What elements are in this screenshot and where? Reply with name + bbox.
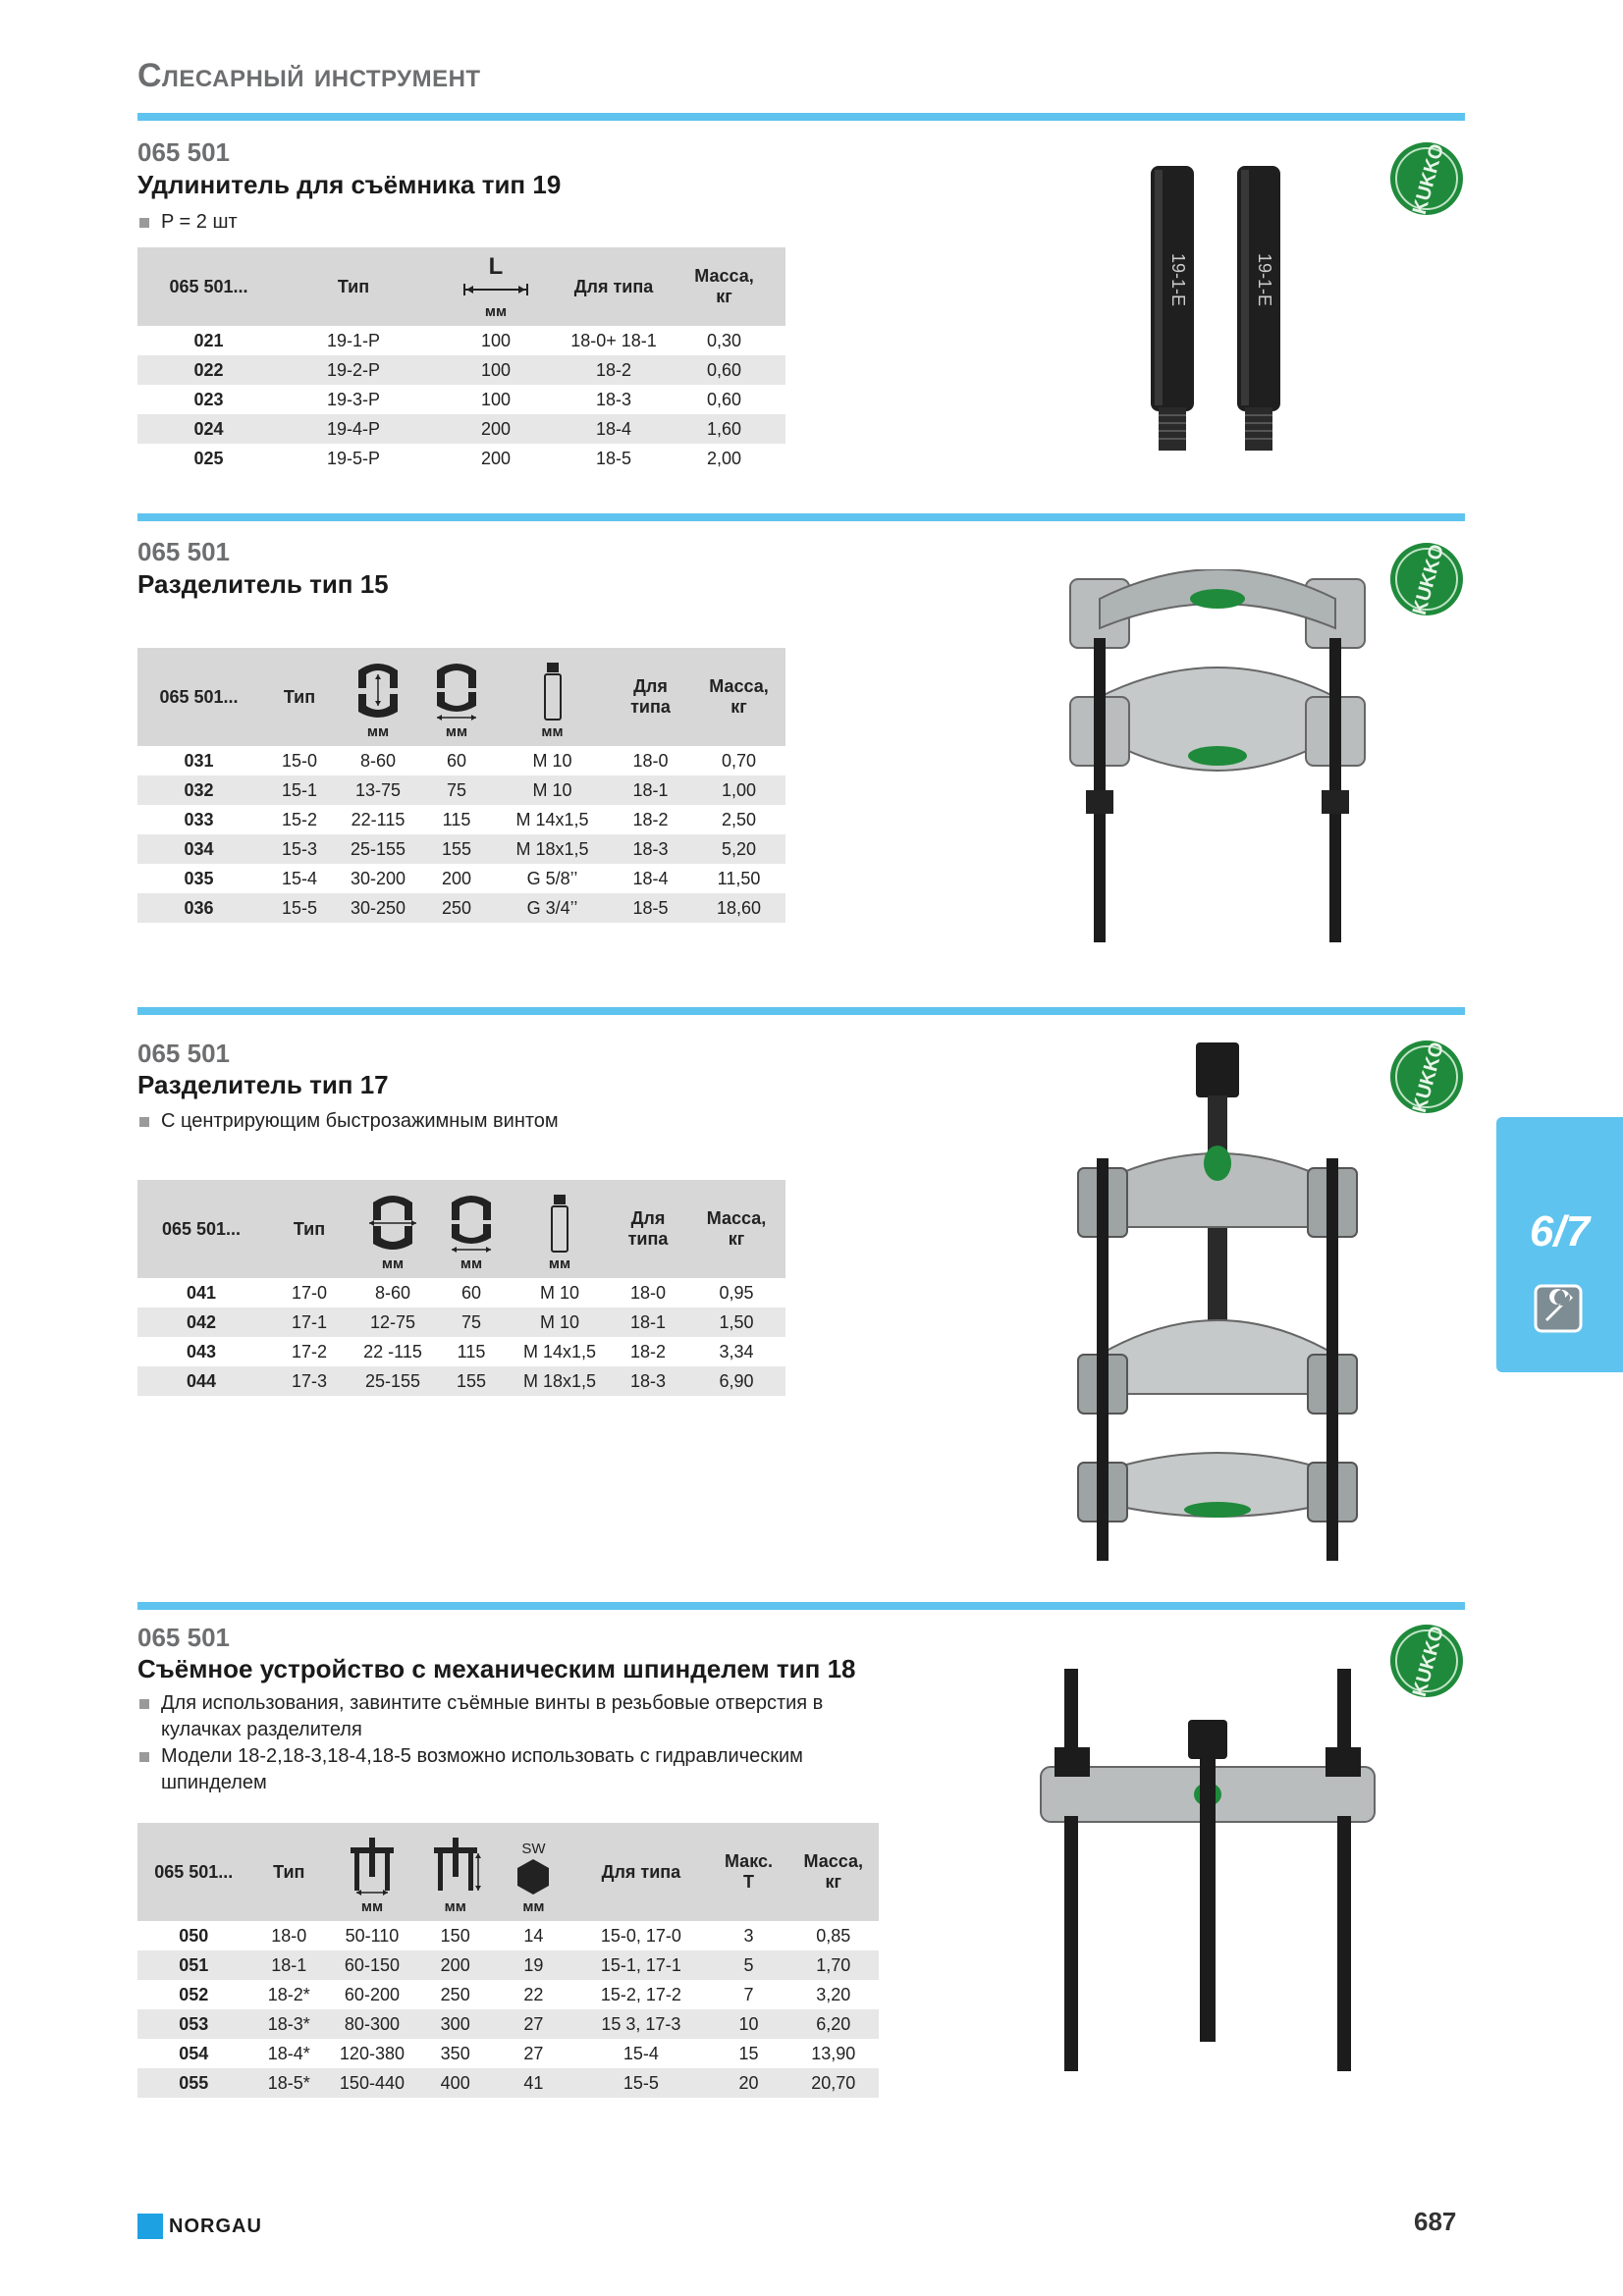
product-code: 065 501 <box>137 537 230 566</box>
table-row <box>137 444 785 473</box>
table-cell: 15-5 <box>572 2068 709 2098</box>
spec-table <box>137 648 785 923</box>
article-cell: 023 <box>193 389 224 409</box>
table-row <box>137 1308 785 1337</box>
col-header-mass: Масса, кг <box>663 247 785 326</box>
col-header-type: Тип <box>260 648 339 746</box>
table-cell: 27 <box>523 2043 544 2063</box>
table-cell: 7 <box>743 1984 754 2004</box>
table-cell: 1,00 <box>692 775 785 805</box>
sw-label: SW <box>521 1841 546 1857</box>
col-header-for-type: Для типа <box>572 1823 709 1921</box>
table-row <box>137 1278 785 1308</box>
table-row <box>137 1980 879 2009</box>
col-header-width <box>417 648 496 746</box>
table-cell: 15 3, 17-3 <box>572 2009 709 2039</box>
col-header-width <box>432 1180 511 1278</box>
table-cell: 100 <box>480 330 512 350</box>
feature-item: Модели 18-2,18-3,18-4,18-5 возможно использовать с гидравлическим шпинделем <box>137 1743 884 1796</box>
unit-label: мм <box>366 723 390 740</box>
table-cell: 13-75 <box>339 775 417 805</box>
table-cell: 15-3 <box>260 834 339 864</box>
table-cell: 17-1 <box>265 1308 353 1337</box>
table-cell: 15-2 <box>281 809 318 829</box>
table-cell: 150 <box>440 1925 470 1946</box>
page-title: Слесарный инструмент <box>137 57 481 94</box>
col-header-article: 065 501... <box>137 1823 249 1921</box>
article-cell: 031 <box>184 750 214 771</box>
table-cell: 100 <box>480 389 512 409</box>
section-divider <box>137 1007 1465 1015</box>
table-cell: 19 <box>495 1950 573 1980</box>
table-row <box>137 1950 879 1980</box>
section-divider <box>137 1602 1465 1610</box>
table-cell: 150-440 <box>328 2068 416 2098</box>
table-row <box>137 2068 879 2098</box>
section-divider <box>137 513 1465 521</box>
table-cell: 18-2 <box>565 355 663 385</box>
table-cell: 80-300 <box>328 2009 416 2039</box>
table-header-row <box>137 1180 785 1278</box>
article-cell: 034 <box>137 834 260 864</box>
section-tab[interactable] <box>1496 1117 1623 1372</box>
feature-list <box>137 209 238 236</box>
table-cell: 18-3 <box>609 834 692 864</box>
unit-label: мм <box>444 1898 466 1915</box>
article-cell: 052 <box>179 1984 209 2004</box>
col-header-mass: Масса, кг <box>692 648 785 746</box>
table-cell: 15-0 <box>281 750 318 771</box>
table-cell: 5 <box>710 1950 788 1980</box>
table-cell: 15-4 <box>281 868 318 888</box>
col-header-sw <box>495 1823 573 1921</box>
article-cell: 051 <box>137 1950 249 1980</box>
table-cell: 0,30 <box>706 330 742 350</box>
spec-table <box>137 1823 879 2098</box>
col-header-reach <box>328 1823 416 1921</box>
table-cell: 8-60 <box>359 750 397 771</box>
table-cell: 18-0 <box>632 750 669 771</box>
table-row <box>137 864 785 893</box>
bolt-icon <box>549 1193 570 1254</box>
table-cell: 20 <box>710 2068 788 2098</box>
table-cell: 15-2, 17-2 <box>600 1984 681 2004</box>
table-cell: 200 <box>416 1950 495 1980</box>
table-cell: 18-2 <box>629 1341 667 1362</box>
table-cell: M 18x1,5 <box>496 834 609 864</box>
table-cell: 120-380 <box>339 2043 405 2063</box>
product-code: 065 501 <box>137 137 230 167</box>
article-cell: 024 <box>137 414 280 444</box>
feature-list <box>137 1108 559 1135</box>
table-cell: 25-155 <box>353 1366 432 1396</box>
col-header-type: Тип <box>280 247 427 326</box>
table-row <box>137 326 785 355</box>
table-cell: 30-250 <box>339 893 417 923</box>
table-cell: M 18x1,5 <box>511 1366 609 1396</box>
article-cell: 036 <box>137 893 260 923</box>
table-cell: M 14x1,5 <box>515 809 589 829</box>
table-row <box>137 746 785 775</box>
table-cell: 18-5* <box>249 2068 328 2098</box>
table-cell: 60 <box>446 750 467 771</box>
table-cell: 15-4 <box>622 2043 659 2063</box>
feature-item: P = 2 шт <box>137 209 238 236</box>
table-cell: 3,34 <box>719 1341 754 1362</box>
table-cell: 25-155 <box>339 834 417 864</box>
article-cell: 041 <box>186 1282 217 1303</box>
table-cell: 15-0, 17-0 <box>600 1925 681 1946</box>
col-header-thread <box>496 648 609 746</box>
table-cell: 18-5 <box>595 448 632 468</box>
table-cell: M 10 <box>496 775 609 805</box>
brand-square-icon <box>137 2214 163 2239</box>
mechanical-puller-18-photo <box>1021 1669 1394 2086</box>
table-cell: 250 <box>417 893 496 923</box>
table-cell: 18-5 <box>609 893 692 923</box>
table-cell: 1,70 <box>787 1950 879 1980</box>
unit-label: мм <box>460 1255 483 1272</box>
hex-nut-icon <box>515 1857 551 1896</box>
table-cell: 60-200 <box>344 1984 400 2004</box>
table-row <box>137 2009 879 2039</box>
table-cell: 6,90 <box>687 1366 785 1396</box>
table-cell: 3 <box>743 1925 754 1946</box>
kukko-logo <box>1388 1039 1465 1115</box>
article-cell: 044 <box>137 1366 265 1396</box>
table-cell: 60 <box>460 1282 482 1303</box>
article-cell: 033 <box>184 809 214 829</box>
col-header-thread <box>511 1180 609 1278</box>
article-cell: 035 <box>184 868 214 888</box>
article-cell: 042 <box>137 1308 265 1337</box>
table-cell: M 10 <box>511 1308 609 1337</box>
table-cell: 115 <box>457 1341 486 1362</box>
table-cell: 50-110 <box>345 1925 400 1946</box>
kukko-logo <box>1388 1623 1465 1699</box>
product-name: Съёмное устройство с механическим шпинделем тип 18 <box>137 1654 856 1683</box>
table-cell: G 3/4’’ <box>496 893 609 923</box>
svg-text:KUKKO: KUKKO <box>1408 1040 1449 1115</box>
table-cell: 19-2-P <box>280 355 427 385</box>
table-cell: 60-150 <box>328 1950 416 1980</box>
table-cell: 18-4* <box>267 2043 310 2063</box>
table-cell: 350 <box>440 2043 470 2063</box>
feature-item: С центрирующим быстрозажимным винтом <box>137 1108 559 1135</box>
unit-label: мм <box>381 1255 405 1272</box>
kukko-logo <box>1388 140 1465 217</box>
table-cell: 18-2* <box>267 1984 310 2004</box>
table-cell: 18-4 <box>632 868 669 888</box>
table-cell: 0,70 <box>721 750 757 771</box>
table-cell: M 14x1,5 <box>522 1341 597 1362</box>
unit-label: мм <box>541 723 564 740</box>
bolt-icon <box>542 661 564 721</box>
length-label: L <box>488 253 504 280</box>
svg-text:KUKKO: KUKKO <box>1408 141 1449 217</box>
table-cell: 1,60 <box>663 414 785 444</box>
table-cell: 18-1 <box>249 1950 328 1980</box>
col-header-article: 065 501... <box>137 648 260 746</box>
kukko-logo <box>1388 541 1465 617</box>
table-cell: 18-0 <box>629 1282 667 1303</box>
spec-table <box>137 247 785 473</box>
unit-label: мм <box>360 1898 384 1915</box>
table-row <box>137 414 785 444</box>
col-header-for-type: Для типа <box>565 247 663 326</box>
col-header-inner-diameter <box>339 648 417 746</box>
col-header-inner-diameter <box>353 1180 432 1278</box>
feature-list <box>137 1690 884 1796</box>
article-cell: 021 <box>193 330 224 350</box>
table-cell: 30-200 <box>350 868 406 888</box>
product-name: Разделитель тип 15 <box>137 569 389 599</box>
table-row <box>137 1921 879 1950</box>
col-header-depth <box>416 1823 495 1921</box>
article-cell: 054 <box>179 2043 209 2063</box>
table-cell: 100 <box>427 355 565 385</box>
table-cell: 200 <box>427 414 565 444</box>
table-cell: 19-4-P <box>280 414 427 444</box>
table-cell: 75 <box>417 775 496 805</box>
table-cell: 14 <box>523 1925 544 1946</box>
table-cell: 18-3* <box>249 2009 328 2039</box>
unit-label: мм <box>445 723 468 740</box>
separator-width-icon <box>431 661 482 721</box>
dimension-arrow-icon <box>461 283 530 296</box>
table-cell: 18-0 <box>271 1925 307 1946</box>
table-cell: 0,85 <box>816 1925 851 1946</box>
table-row <box>137 775 785 805</box>
table-cell: 22 <box>523 1984 544 2004</box>
unit-label: мм <box>484 303 508 320</box>
table-cell: 19-1-P <box>326 330 381 350</box>
separator-grip-range-icon <box>367 1193 418 1254</box>
col-header-mass: Масса, кг <box>687 1180 785 1278</box>
product-name: Удлинитель для съёмника тип 19 <box>137 170 562 199</box>
svg-text:KUKKO: KUKKO <box>1408 542 1449 617</box>
table-cell: 115 <box>442 809 471 829</box>
table-cell: 27 <box>495 2009 573 2039</box>
col-header-max-force: Макс. T <box>710 1823 788 1921</box>
table-cell: 13,90 <box>811 2043 856 2063</box>
table-cell: 0,60 <box>663 355 785 385</box>
separator-15-photo <box>1060 569 1375 957</box>
table-cell: 12-75 <box>353 1308 432 1337</box>
product-code: 065 501 <box>137 1623 230 1652</box>
table-cell: M 10 <box>532 750 572 771</box>
table-cell: 19-3-P <box>326 389 381 409</box>
table-cell: 250 <box>440 1984 470 2004</box>
table-cell: 155 <box>417 834 496 864</box>
article-cell: 053 <box>137 2009 249 2039</box>
table-cell: 18-1 <box>609 775 692 805</box>
spec-table <box>137 1180 785 1396</box>
table-cell: 1,50 <box>687 1308 785 1337</box>
section-tab-number: 6/7 <box>1529 1207 1591 1255</box>
table-cell: 17-2 <box>291 1341 328 1362</box>
table-cell: G 5/8’’ <box>526 868 578 888</box>
page-number: 687 <box>1414 2207 1457 2236</box>
feature-item: Для использования, завинтите съёмные винты в резьбовые отверстия в кулачках разделителя <box>137 1690 884 1743</box>
table-cell: 41 <box>495 2068 573 2098</box>
table-cell: 19-5-P <box>326 448 381 468</box>
col-header-for-type: Для типа <box>609 648 692 746</box>
table-cell: 17-3 <box>265 1366 353 1396</box>
table-cell: 18-3 <box>609 1366 687 1396</box>
table-cell: 20,70 <box>787 2068 879 2098</box>
unit-label: мм <box>522 1898 545 1915</box>
col-header-article: 065 501... <box>137 1180 265 1278</box>
table-cell: 17-0 <box>291 1282 328 1303</box>
separator-17-photo <box>1070 1041 1365 1575</box>
article-cell: 043 <box>186 1341 217 1362</box>
table-row <box>137 1337 785 1366</box>
table-cell: 155 <box>432 1366 511 1396</box>
table-cell: 200 <box>441 868 472 888</box>
rod-engraving: 19-1-E <box>1168 252 1188 307</box>
table-row <box>137 355 785 385</box>
table-cell: 18-1 <box>609 1308 687 1337</box>
table-row <box>137 805 785 834</box>
separator-grip-range-icon <box>352 661 404 721</box>
table-cell: 15 <box>738 2043 759 2063</box>
brand-logo <box>137 2213 262 2240</box>
table-cell: 15-5 <box>260 893 339 923</box>
puller-reach-icon <box>347 1836 398 1896</box>
table-cell: 22-115 <box>351 809 406 829</box>
table-row <box>137 2039 879 2068</box>
table-cell: 15-1 <box>260 775 339 805</box>
table-row <box>137 834 785 864</box>
table-cell: 0,95 <box>719 1282 754 1303</box>
article-cell: 050 <box>179 1925 209 1946</box>
svg-text:KUKKO: KUKKO <box>1408 1624 1449 1699</box>
rod-engraving: 19-1-E <box>1255 252 1274 307</box>
table-cell: 300 <box>416 2009 495 2039</box>
table-cell: 18-2 <box>632 809 669 829</box>
product-name: Разделитель тип 17 <box>137 1070 389 1099</box>
product-code: 065 501 <box>137 1039 230 1068</box>
table-cell: 8-60 <box>374 1282 411 1303</box>
col-header-type: Тип <box>265 1180 353 1278</box>
table-cell: 18-3 <box>595 389 632 409</box>
table-cell: 18-4 <box>565 414 663 444</box>
table-cell: 6,20 <box>787 2009 879 2039</box>
table-cell: 75 <box>432 1308 511 1337</box>
table-cell: 15-1, 17-1 <box>572 1950 709 1980</box>
col-header-mass: Масса, кг <box>787 1823 879 1921</box>
table-cell: 2,50 <box>721 809 757 829</box>
col-header-for-type: Для типа <box>609 1180 687 1278</box>
table-cell: 0,60 <box>706 389 742 409</box>
puller-depth-icon <box>430 1836 481 1896</box>
unit-label: мм <box>548 1255 571 1272</box>
article-cell: 055 <box>137 2068 249 2098</box>
table-cell: 11,50 <box>717 868 761 888</box>
table-header-row <box>137 1823 879 1921</box>
table-cell: M 10 <box>539 1282 580 1303</box>
article-cell: 022 <box>137 355 280 385</box>
table-cell: 18-0+ 18-1 <box>570 330 657 350</box>
table-cell: 2,00 <box>706 448 742 468</box>
article-cell: 025 <box>193 448 224 468</box>
table-cell: 22 -115 <box>363 1341 422 1362</box>
separator-width-icon <box>446 1193 497 1254</box>
table-row <box>137 1366 785 1396</box>
table-cell: 3,20 <box>816 1984 851 2004</box>
wrench-icon <box>1534 1284 1583 1333</box>
table-row <box>137 385 785 414</box>
table-cell: 18,60 <box>692 893 785 923</box>
col-header-length <box>427 247 565 326</box>
table-cell: 400 <box>416 2068 495 2098</box>
table-header-row <box>137 247 785 326</box>
table-header-row <box>137 648 785 746</box>
col-header-article: 065 501... <box>137 247 280 326</box>
table-cell: 5,20 <box>692 834 785 864</box>
table-cell: 10 <box>710 2009 788 2039</box>
extension-rods-photo <box>1139 162 1296 461</box>
article-cell: 032 <box>137 775 260 805</box>
table-cell: 200 <box>480 448 512 468</box>
col-header-type: Тип <box>249 1823 328 1921</box>
brand-name: NORGAU <box>169 2215 262 2237</box>
section-divider <box>137 113 1465 121</box>
table-row <box>137 893 785 923</box>
